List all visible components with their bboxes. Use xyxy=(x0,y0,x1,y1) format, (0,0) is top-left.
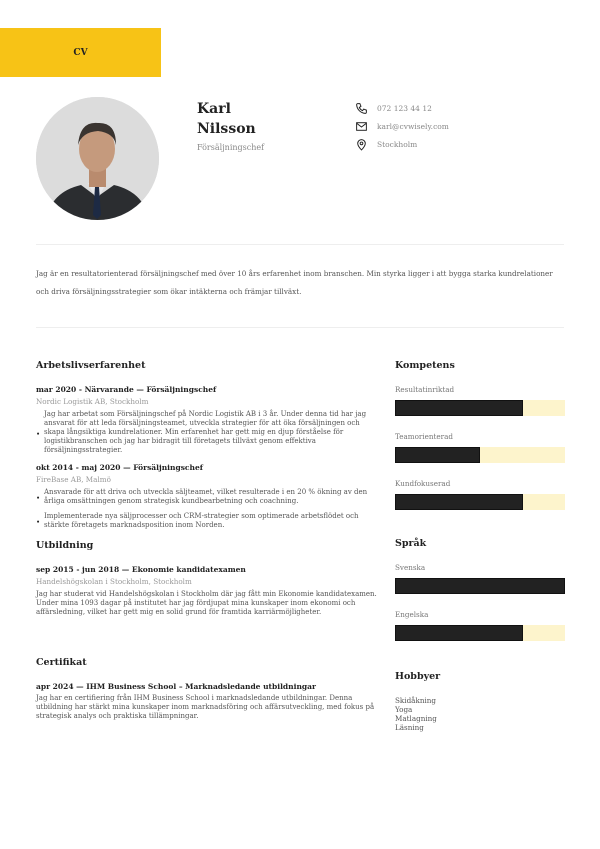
skill-label: Svenska xyxy=(395,563,426,572)
contact-email xyxy=(355,117,449,135)
mail-icon xyxy=(355,120,368,133)
experience-heading: Arbetslivserfarenhet xyxy=(36,360,146,371)
contact-phone xyxy=(355,99,449,117)
entry-title: sep 2015 - jun 2018 — Ekonomie kandidatexamen xyxy=(36,565,246,574)
divider xyxy=(36,244,564,245)
contact-info xyxy=(355,99,449,153)
skills-heading: Kompetens xyxy=(395,360,455,371)
hobby-item: Skidåkning xyxy=(395,696,436,705)
entry-school: Handelshögskolan i Stockholm, Stockholm xyxy=(36,577,192,586)
certificates-heading: Certifikat xyxy=(36,657,87,668)
cv-tab xyxy=(0,28,161,77)
entry-company: FireBase AB, Malmö xyxy=(36,475,111,484)
entry-title: apr 2024 — IHM Business School – Marknadsledande utbildningar xyxy=(36,682,316,691)
education-entry xyxy=(36,565,381,617)
cv-label: CV xyxy=(73,47,88,58)
skill-bar xyxy=(395,625,565,641)
skill-bar-fill xyxy=(395,447,480,463)
entry-text: Jag har en certifiering från IHM Business School i marknadsledande utbildningar. Denna utbildning har stärkt mina kunskaper inom marknadsföring och affärsutveckling, med fokus på strategisk analys och praktiska tillämpningar. xyxy=(36,694,375,720)
entry-title: mar 2020 - Närvarande — Försäljningschef xyxy=(36,385,217,394)
entry-title: okt 2014 - maj 2020 — Försäljningschef xyxy=(36,463,203,472)
skill-bar xyxy=(395,494,565,510)
hobby-item: Matlagning xyxy=(395,714,437,723)
skill-label: Teamorienterad xyxy=(395,432,453,441)
last-name: Nilsson xyxy=(197,121,256,137)
location-pin-icon xyxy=(355,138,368,151)
profile-photo xyxy=(36,97,159,220)
entry-company: Nordic Logistik AB, Stockholm xyxy=(36,397,149,406)
profile-summary: Jag är en resultatorienterad försäljningschef med över 10 års erfarenhet inom branschen. Min styrka ligger i att bygga starka kundrelationer och driva försäljningsstrategier som ökar intäkterna och främjar tillväxt. xyxy=(36,269,553,296)
skill-bar-fill xyxy=(395,494,523,510)
first-name: Karl xyxy=(197,101,231,117)
skill-bar xyxy=(395,447,565,463)
skill-bar xyxy=(395,578,565,594)
divider xyxy=(36,327,564,328)
skill-label: Resultatinriktad xyxy=(395,385,455,394)
main-column xyxy=(36,360,381,729)
job-role: Försäljningschef xyxy=(197,143,265,152)
contact-location xyxy=(355,135,449,153)
education-heading: Utbildning xyxy=(36,540,94,551)
hobbies-heading: Hobbyer xyxy=(395,671,441,682)
experience-entry xyxy=(36,463,381,530)
skill-bar-fill xyxy=(395,578,565,594)
skill-label: Kundfokuserad xyxy=(395,479,451,488)
bullet: • Implementerade nya säljprocesser och CRM-strategier som optimerade arbetsflödet och stärkte företagets marknadsposition inom Norden. xyxy=(36,512,381,530)
languages-heading: Språk xyxy=(395,538,427,549)
full-name xyxy=(197,99,256,139)
email-text[interactable]: karl@cvwisely.com xyxy=(377,121,449,131)
hobby-item: Läsning xyxy=(395,723,424,732)
skill-bar-fill xyxy=(395,625,523,641)
skill-label: Engelska xyxy=(395,610,429,619)
location-text: Stockholm xyxy=(377,139,418,149)
entry-text: Jag har studerat vid Handelshögskolan i Stockholm där jag fått min Ekonomie kandidatexamen. Under mina 1093 dagar på institutet har jag fördjupat mina kunskaper inom ekonomi och affärsledning, vilket har gett mig en solid grund för framtida karriärmöjligheter. xyxy=(36,590,377,616)
skill-bar xyxy=(395,400,565,416)
bullet: • Jag har arbetat som Försäljningschef på Nordic Logistik AB i 3 år. Under denna tid har jag ansvarat för att leda försäljningsteamet, utveckla strategier för att öka försäljningen och skapa långsiktiga kundrelationer. Min erfarenhet har gett mig en djup förståelse för logistikbranschen och jag har bidragit till företagets tillväxt genom effektiva försäljningsstrategier. xyxy=(36,410,381,455)
phone-icon xyxy=(355,102,368,115)
side-column xyxy=(395,360,565,732)
hobby-item: Yoga xyxy=(395,705,413,714)
experience-entry xyxy=(36,385,381,455)
skill-bar-fill xyxy=(395,400,523,416)
bullet: • Ansvarade för att driva och utveckla säljteamet, vilket resulterade i en 20 % ökning av den årliga omsättningen genom strategisk kundbearbetning och coachning. xyxy=(36,488,381,506)
phone-text: 072 123 44 12 xyxy=(377,103,432,113)
certificate-entry xyxy=(36,682,381,721)
